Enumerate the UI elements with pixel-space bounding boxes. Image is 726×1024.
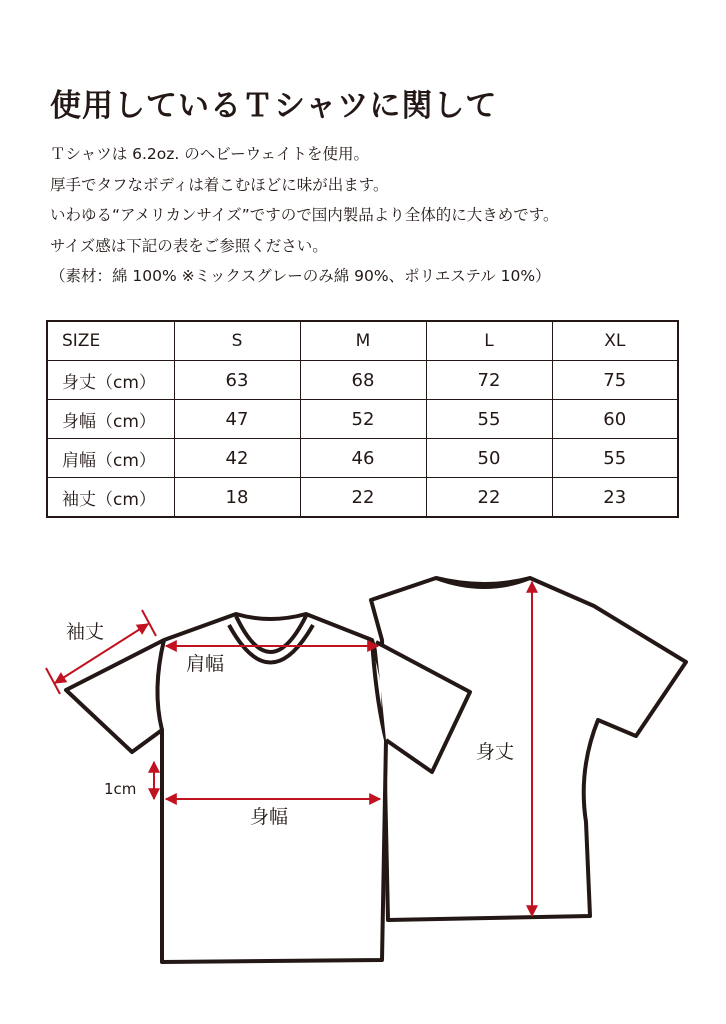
table-row xyxy=(47,478,678,518)
header-xl: XL xyxy=(552,321,678,361)
row-label: 身丈（cm） xyxy=(47,361,174,400)
intro-line: サイズ感は下記の表をご参照ください。 xyxy=(50,236,328,255)
table-cell: 63 xyxy=(174,361,300,400)
table-cell: 42 xyxy=(174,439,300,478)
table-row xyxy=(47,361,678,400)
table-cell: 68 xyxy=(300,361,426,400)
intro-text xyxy=(50,139,700,292)
intro-line: （素材：綿 100% ※ミックスグレーのみ綿 90%、ポリエステル 10%） xyxy=(50,267,551,285)
table-cell: 22 xyxy=(426,478,552,518)
table-row xyxy=(47,439,678,478)
header-l: L xyxy=(426,321,552,361)
table-cell: 50 xyxy=(426,439,552,478)
row-label: 身幅（cm） xyxy=(47,400,174,439)
tshirt-measurement-diagram xyxy=(0,560,726,1024)
table-cell: 22 xyxy=(300,478,426,518)
shoulder-width-label: 肩幅 xyxy=(186,653,225,675)
sleeve-length-label: 袖丈 xyxy=(66,621,105,643)
row-label: 袖丈（cm） xyxy=(47,478,174,518)
table-row xyxy=(47,400,678,439)
table-cell: 55 xyxy=(552,439,678,478)
page-title: 使用しているＴシャツに関して xyxy=(50,88,498,124)
table-cell: 55 xyxy=(426,400,552,439)
header-s: S xyxy=(174,321,300,361)
header-m: M xyxy=(300,321,426,361)
table-cell: 23 xyxy=(552,478,678,518)
table-cell: 75 xyxy=(552,361,678,400)
body-width-label: 身幅 xyxy=(250,806,289,828)
table-cell: 18 xyxy=(174,478,300,518)
table-cell: 47 xyxy=(174,400,300,439)
table-cell: 60 xyxy=(552,400,678,439)
intro-line: 厚手でタフなボディは着こむほどに味が出ます。 xyxy=(50,175,389,194)
intro-line: Ｔシャツは 6.2oz. のヘビーウェイトを使用。 xyxy=(50,145,370,163)
size-table xyxy=(46,320,679,518)
offset-label: 1cm xyxy=(104,780,137,798)
row-label: 肩幅（cm） xyxy=(47,439,174,478)
header-size: SIZE xyxy=(47,321,174,361)
table-cell: 52 xyxy=(300,400,426,439)
table-cell: 46 xyxy=(300,439,426,478)
table-header-row xyxy=(47,321,678,361)
table-cell: 72 xyxy=(426,361,552,400)
body-length-label: 身丈 xyxy=(476,741,515,763)
intro-line: いわゆる“アメリカンサイズ”ですので国内製品より全体的に大きめです。 xyxy=(50,206,559,224)
